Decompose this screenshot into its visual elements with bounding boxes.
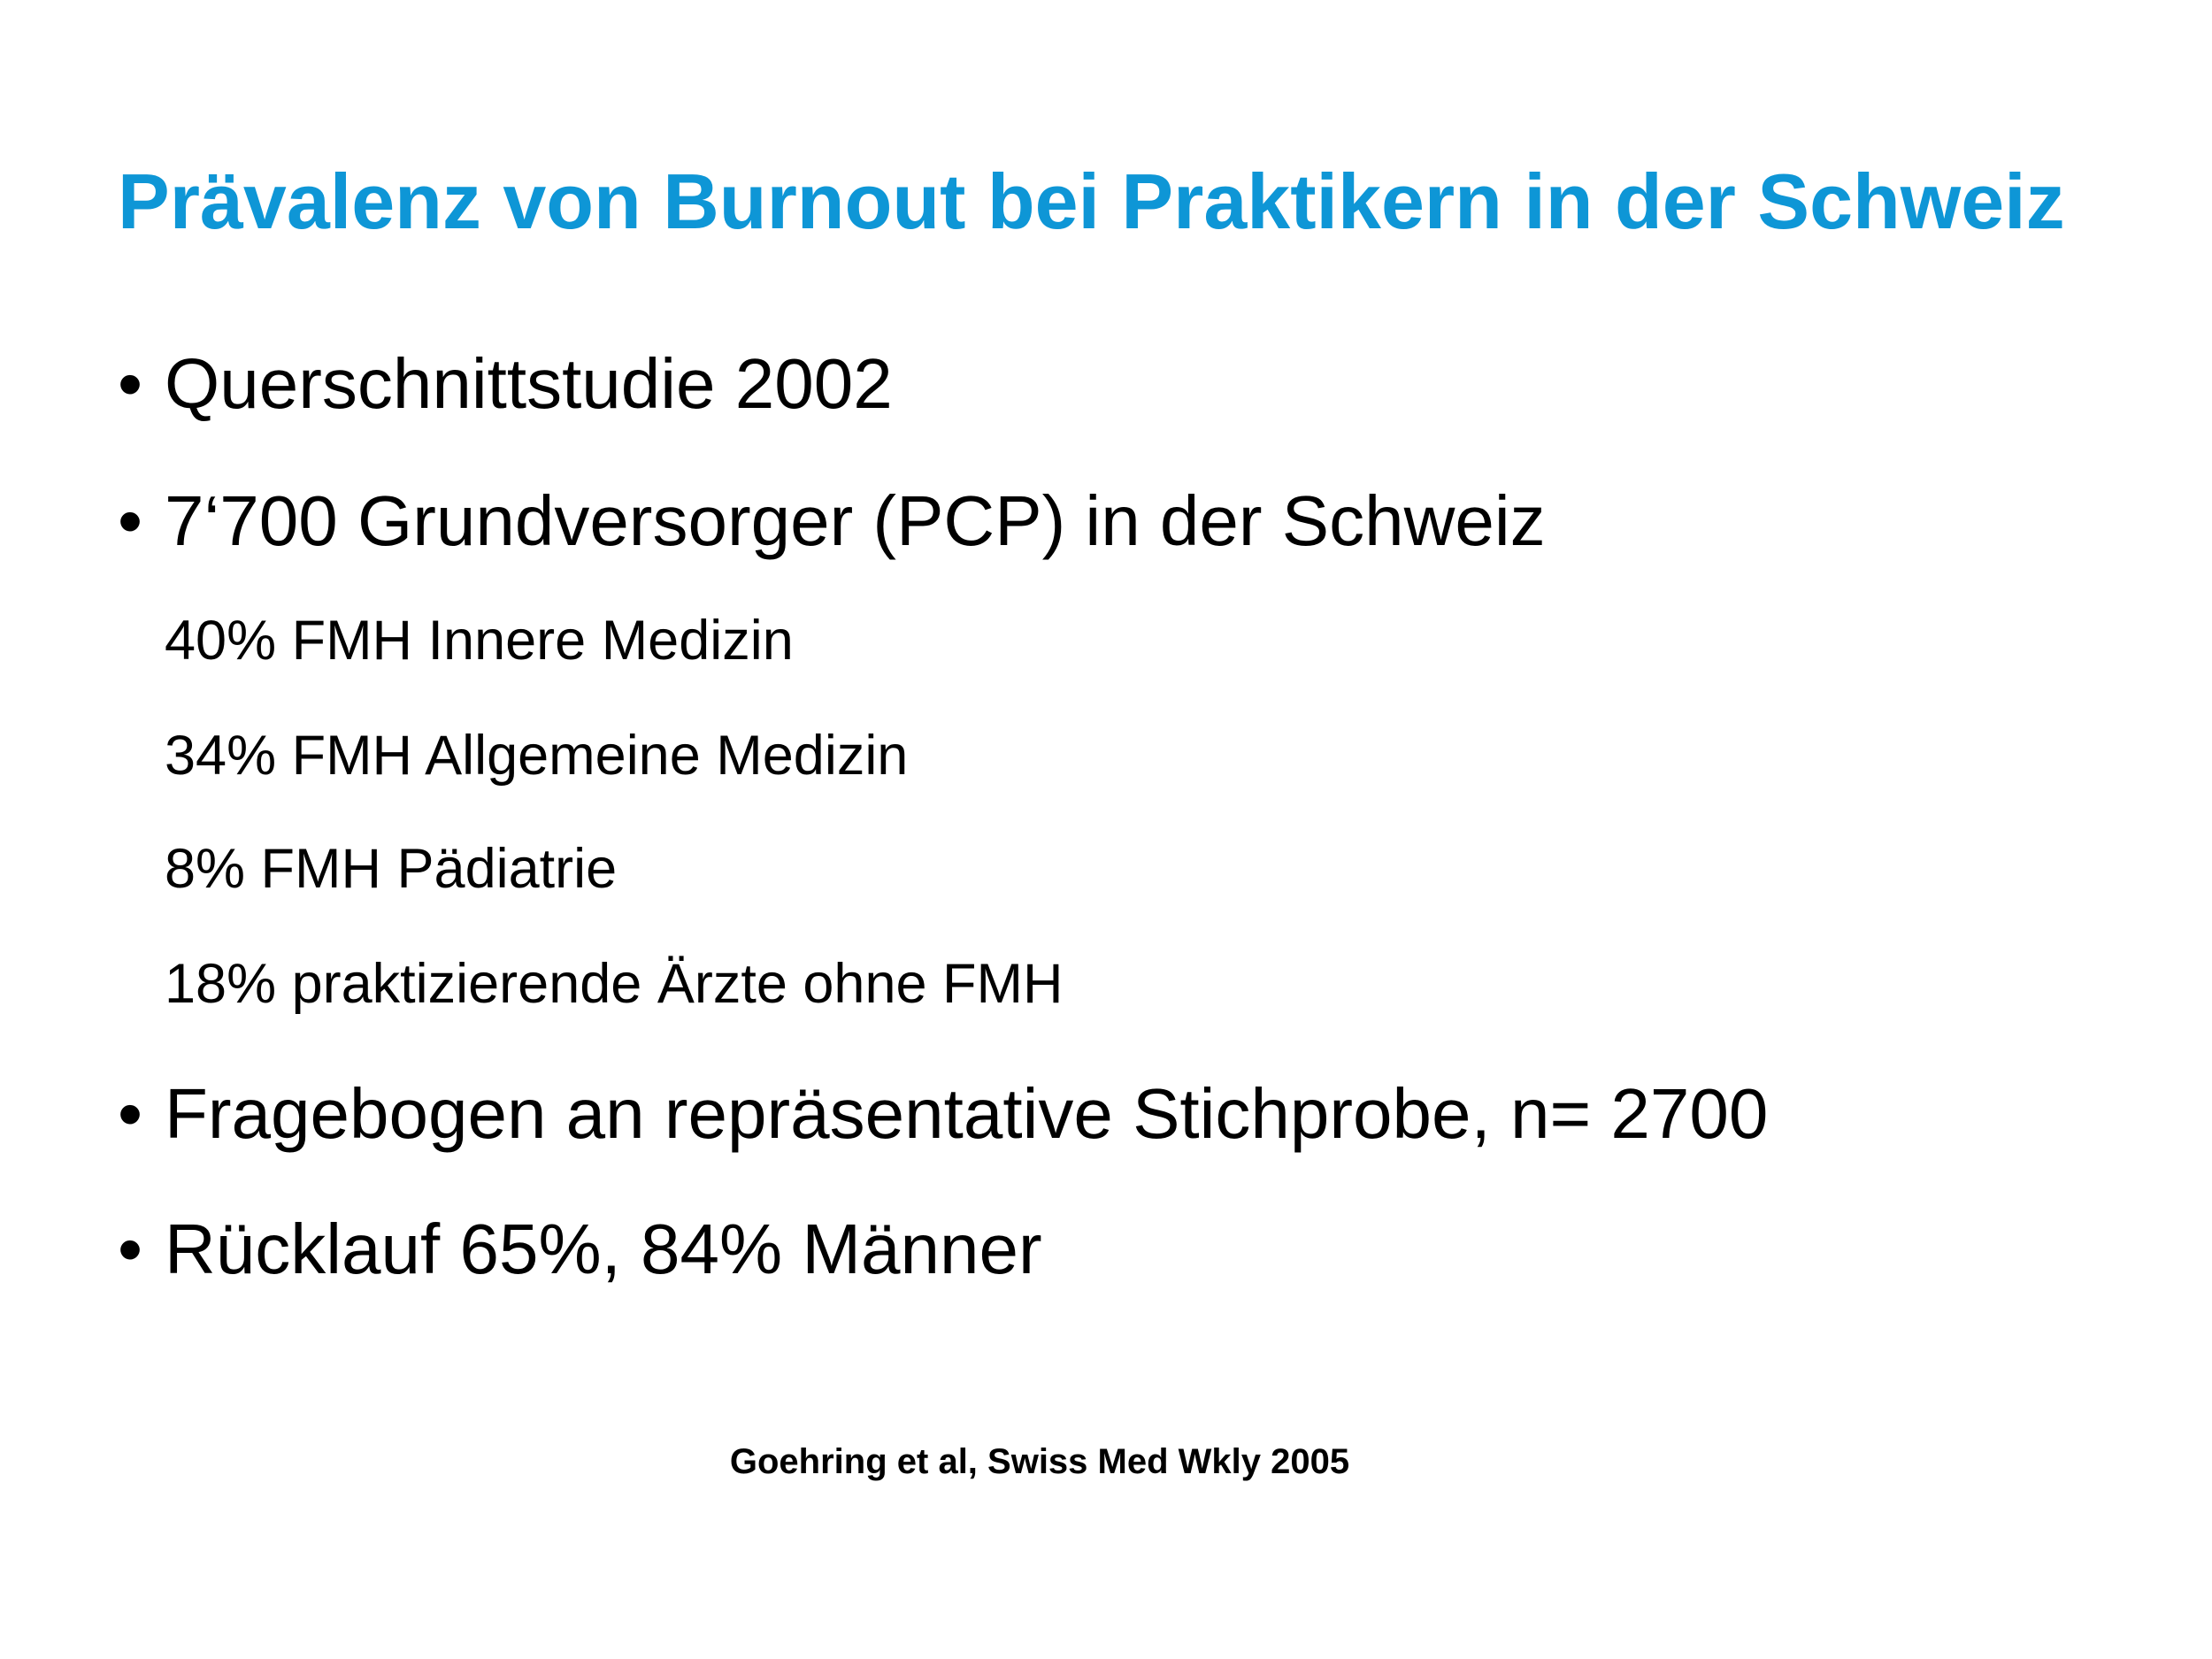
sub-item: 40% FMH Innere Medizin bbox=[165, 610, 794, 672]
bullet-item bbox=[118, 482, 1546, 560]
bullet-item bbox=[118, 1075, 1768, 1153]
sub-item: 8% FMH Pädiatrie bbox=[165, 838, 618, 900]
bullet-item bbox=[118, 345, 893, 423]
slide-title: Prävalenz von Burnout bei Praktikern in der Schweiz bbox=[118, 157, 2065, 245]
bullet-item bbox=[118, 1210, 1042, 1288]
bullet-dot-icon: • bbox=[118, 1074, 143, 1153]
bullet-text: 7‘700 Grundversorger (PCP) in der Schweiz bbox=[165, 481, 1546, 560]
bullet-text: Querschnittstudie 2002 bbox=[165, 344, 893, 423]
bullet-text: Rücklauf 65%, 84% Männer bbox=[165, 1210, 1042, 1288]
sub-item: 34% FMH Allgemeine Medizin bbox=[165, 725, 909, 787]
bullet-dot-icon: • bbox=[118, 481, 143, 560]
citation: Goehring et al, Swiss Med Wkly 2005 bbox=[729, 1442, 1350, 1481]
bullet-text: Fragebogen an repräsentative Stichprobe, n= 2700 bbox=[165, 1074, 1769, 1153]
bullet-dot-icon: • bbox=[118, 1210, 143, 1288]
sub-item: 18% praktizierende Ärzte ohne FMH bbox=[165, 953, 1064, 1015]
bullet-dot-icon: • bbox=[118, 344, 143, 423]
